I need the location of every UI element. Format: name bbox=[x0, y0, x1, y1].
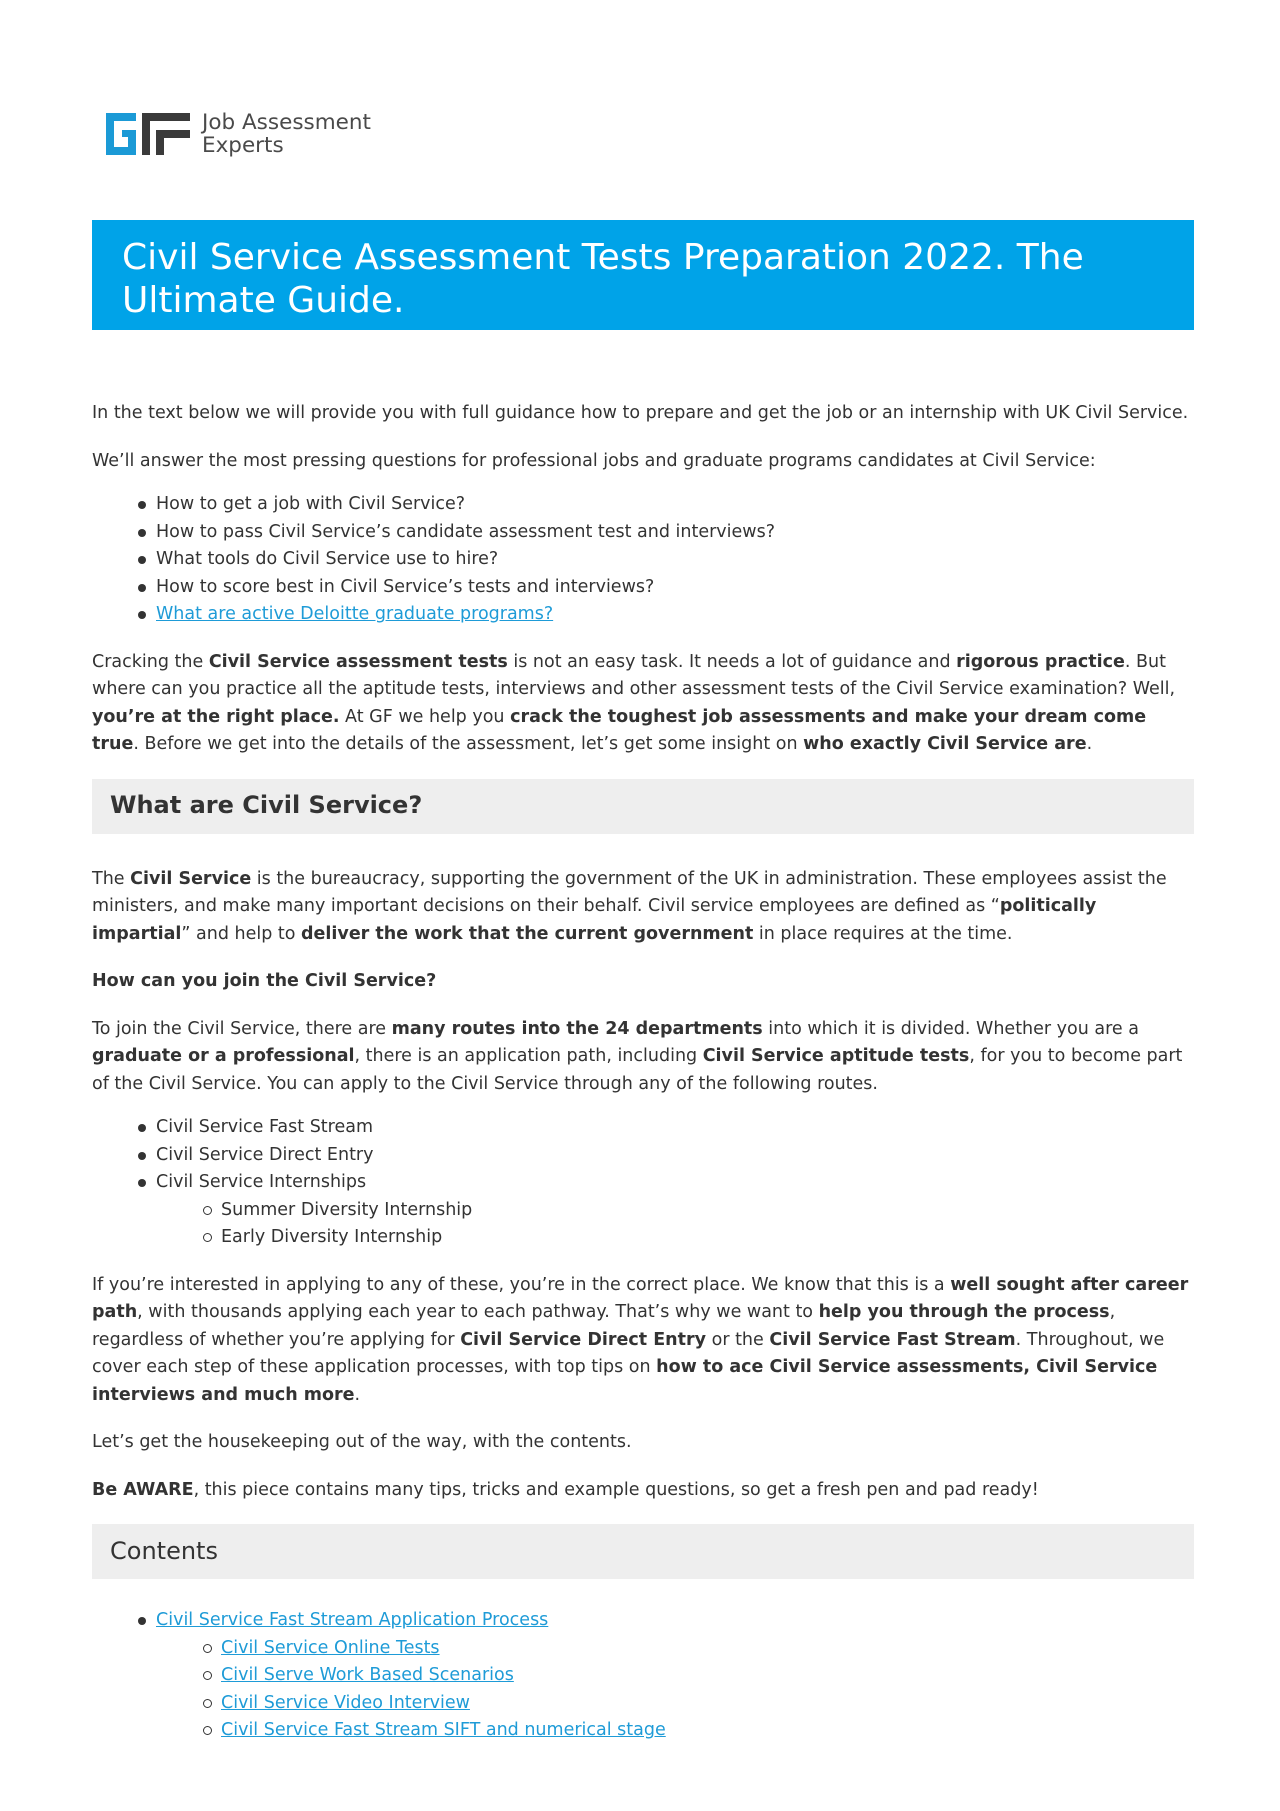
list-item: How to get a job with Civil Service? bbox=[156, 491, 1194, 519]
list-item: Civil Service Direct Entry bbox=[156, 1142, 1194, 1170]
logo-text bbox=[202, 111, 371, 157]
intro-paragraph-1: In the text below we will provide you with full guidance how to prepare and get the job or an internship with UK Civil Service. bbox=[92, 403, 1189, 423]
logo-line-2: Experts bbox=[202, 133, 284, 158]
list-item: How to pass Civil Service’s candidate assessment test and interviews? bbox=[156, 519, 1194, 547]
list-item: Civil Service Fast Stream bbox=[156, 1114, 1194, 1142]
join-paragraph: To join the Civil Service, there are many routes into the 24 departments into which it is divided. Whether you are a graduate or a professional, there is an application path, including Civil Service aptitude tests, for you to become part of the Civil Service. You can apply to the Civil Service through any of the following routes. bbox=[92, 1018, 1183, 1094]
toc-link-work-scenarios[interactable]: Civil Serve Work Based Scenarios bbox=[221, 1665, 514, 1685]
intro-paragraph-2: We’ll answer the most pressing questions for professional jobs and graduate programs candidates at Civil Service: bbox=[92, 450, 1096, 471]
page-title: Civil Service Assessment Tests Preparation 2022. The Ultimate Guide. bbox=[122, 237, 1084, 321]
aware-paragraph: Be AWARE, this piece contains many tips, tricks and example questions, so get a fresh pen and pad ready! bbox=[92, 1479, 1039, 1500]
list-item: Summer Diversity Internship bbox=[221, 1197, 1194, 1225]
gf-logo-icon bbox=[106, 113, 190, 155]
list-item: Civil Service Internships Summer Diversity Internship Early Diversity Internship bbox=[156, 1169, 1194, 1252]
toc-link-video-interview[interactable]: Civil Service Video Interview bbox=[221, 1692, 470, 1713]
routes-list bbox=[92, 1114, 1194, 1252]
toc-link-sift[interactable]: Civil Service Fast Stream SIFT and numerical stage bbox=[221, 1720, 666, 1740]
what-are-paragraph: The Civil Service is the bureaucracy, supporting the government of the UK in administration. These employees assist the ministers, and make many important decisions on their behalf. Civil service employees are defined as “politically impartial” and help to deliver the work that the current government in place requires at the time. bbox=[92, 868, 1167, 944]
contents-sublist bbox=[156, 1635, 1194, 1745]
section-heading-what-are: What are Civil Service? bbox=[92, 779, 1194, 834]
list-item: Early Diversity Internship bbox=[221, 1224, 1194, 1252]
housekeeping-paragraph: Let’s get the housekeeping out of the way, with the contents. bbox=[92, 1432, 632, 1452]
list-item-link bbox=[156, 601, 1194, 629]
contents-list bbox=[92, 1607, 1194, 1745]
logo-line-1: Job Assessment bbox=[202, 110, 371, 135]
title-banner bbox=[92, 220, 1194, 330]
interested-paragraph: If you’re interested in applying to any of these, you’re in the correct place. We know that this is a well sought after career path, with thousands applying each year to each pathway. That’s why we want to help you through the process, regardless of whether you’re applying for Civil Service Direct Entry or the Civil Service Fast Stream. Throughout, we cover each step of these application processes, with top tips on how to ace Civil Service assessments, Civil Service interviews and much more. bbox=[92, 1274, 1189, 1405]
contents-subitem bbox=[221, 1635, 1194, 1663]
deloitte-programs-link[interactable]: What are active Deloitte graduate programs? bbox=[156, 604, 554, 624]
list-item: What tools do Civil Service use to hire? bbox=[156, 546, 1194, 574]
contents-subitem bbox=[221, 1662, 1194, 1690]
questions-list bbox=[92, 491, 1194, 629]
contents-subitem bbox=[221, 1717, 1194, 1745]
list-item: How to score best in Civil Service’s tests and interviews? bbox=[156, 574, 1194, 602]
toc-link-online-tests[interactable]: Civil Service Online Tests bbox=[221, 1637, 440, 1658]
internships-sublist bbox=[156, 1197, 1194, 1252]
contents-item bbox=[156, 1607, 1194, 1745]
contents-heading: Contents bbox=[92, 1524, 1194, 1579]
cracking-paragraph: Cracking the Civil Service assessment tests is not an easy task. It needs a lot of guidance and rigorous practice. But where can you practice all the aptitude tests, interviews and other assessment tests of the Civil Service examination? Well, you’re at the right place. At GF we help you crack the toughest job assessments and make your dream come true. Before we get into the details of the assessment, let’s get some insight on who exactly Civil Service are. bbox=[92, 651, 1176, 754]
contents-subitem bbox=[221, 1690, 1194, 1718]
toc-link-fast-stream[interactable]: Civil Service Fast Stream Application Process bbox=[156, 1610, 549, 1630]
article-body bbox=[92, 400, 1194, 1765]
company-logo[interactable] bbox=[106, 111, 371, 157]
join-subheading: How can you join the Civil Service? bbox=[92, 971, 437, 991]
